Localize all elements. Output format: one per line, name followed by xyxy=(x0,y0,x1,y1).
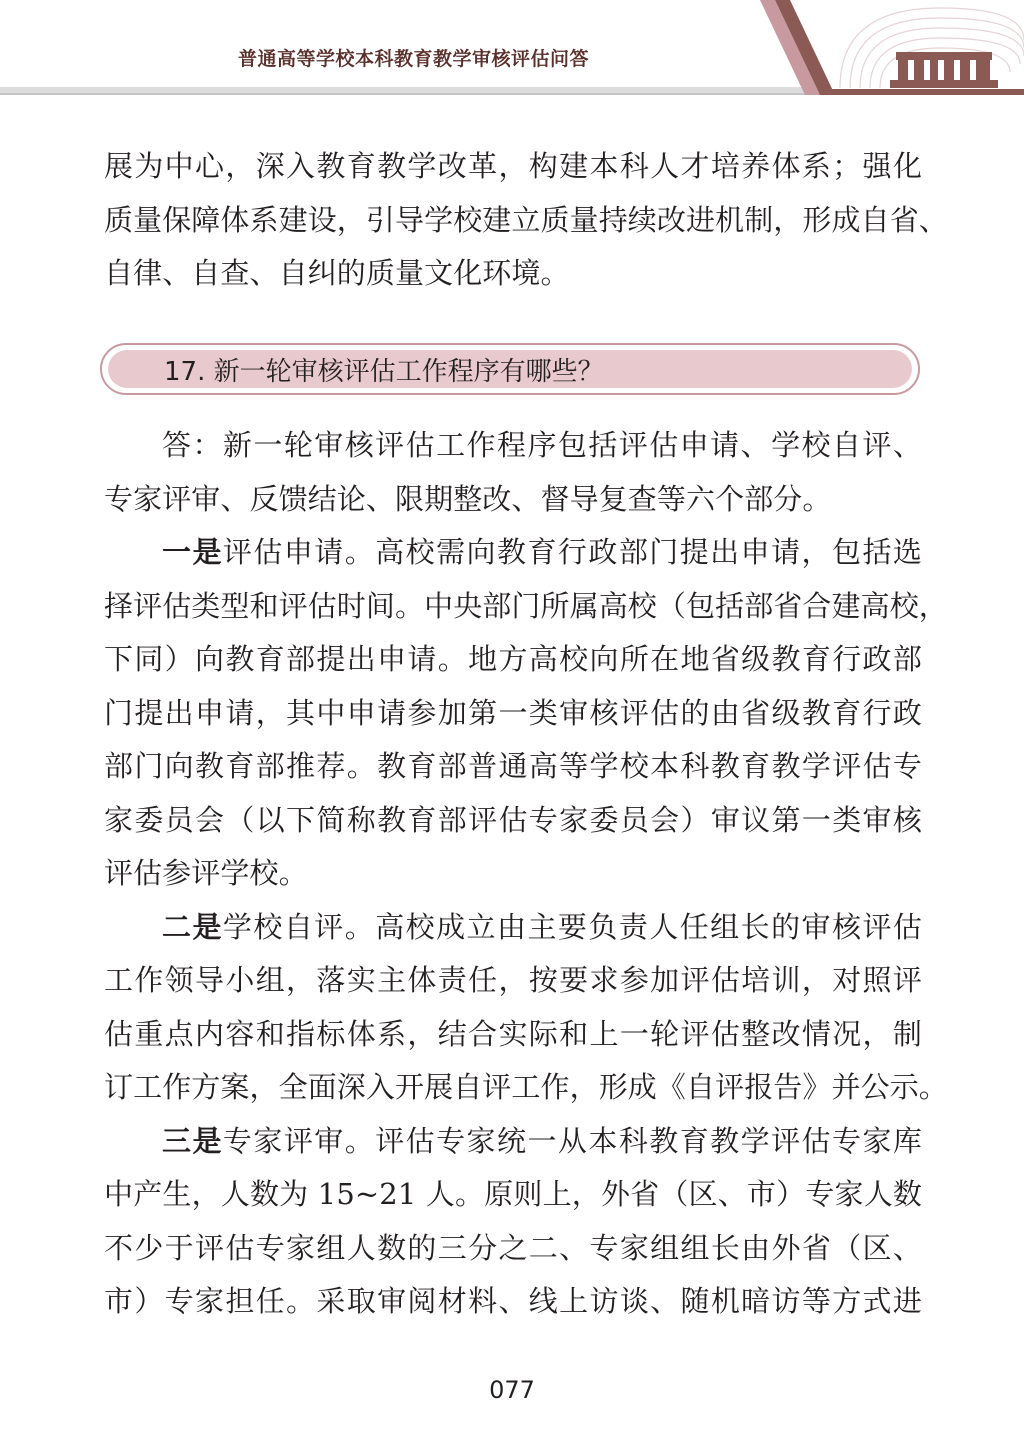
paragraph-first-line xyxy=(104,1115,922,1169)
text-line: 下同）向教育部提出申请。地方高校向所在地省级教育行政部 xyxy=(104,642,922,676)
text-line: 自律、自查、自纠的质量文化环境。 xyxy=(104,256,570,290)
paragraph-lead: 一是 xyxy=(162,535,223,569)
building-logo-icon xyxy=(890,52,998,88)
paragraph-text: 学校自评。高校成立由主要负责人任组长的审核评估 xyxy=(222,909,923,944)
text-line: 估重点内容和指标体系，结合实际和上一轮评估整改情况，制 xyxy=(104,1016,922,1051)
intro-paragraph xyxy=(104,140,948,301)
text-line: 市）专家担任。采取审阅材料、线上访谈、随机暗访等方式进 xyxy=(104,1284,922,1318)
paragraph-lead: 三是 xyxy=(162,1123,223,1158)
paragraph-lead: 二是 xyxy=(162,909,223,944)
paragraph-first-line xyxy=(104,526,922,580)
text-line: 中产生，人数为 15~21 人。原则上，外省（区、市）专家人数 xyxy=(104,1177,922,1211)
text-line: 质量保障体系建设，引导学校建立质量持续改进机制，形成自省、 xyxy=(104,202,948,237)
text-line: 专家评审、反馈结论、限期整改、督导复查等六个部分。 xyxy=(104,481,832,516)
text-line: 部门向教育部推荐。教育部普通高等学校本科教育教学评估专 xyxy=(104,749,922,783)
text-line: 展为中心，深入教育教学改革，构建本科人才培养体系；强化 xyxy=(104,149,922,183)
text-line: 订工作方案，全面深入开展自评工作，形成《自评报告》并公示。 xyxy=(104,1070,948,1104)
paragraph-text: 评估申请。高校需向教育行政部门提出申请，包括选 xyxy=(222,535,923,569)
answer-body xyxy=(104,419,948,1329)
header-title: 普通高等学校本科教育教学审核评估问答 xyxy=(238,48,590,70)
text-line: 评估参评学校。 xyxy=(104,856,308,890)
text-line: 家委员会（以下简称教育部评估专家委员会）审议第一类审核 xyxy=(104,802,922,837)
page-header xyxy=(0,0,1024,100)
text-line: 门提出申请，其中申请参加第一类审核评估的由省级教育行政 xyxy=(104,695,922,730)
text-line: 不少于评估专家组人数的三分之二、专家组组长由外省（区、 xyxy=(104,1230,922,1265)
page-number: 077 xyxy=(489,1376,535,1404)
text-line: 答：新一轮审核评估工作程序包括评估申请、学校自评、 xyxy=(162,428,922,462)
text-line: 工作领导小组，落实主体责任，按要求参加评估培训，对照评 xyxy=(104,963,922,997)
question-box xyxy=(100,343,920,395)
question-title: 17. 新一轮审核评估工作程序有哪些？ xyxy=(164,357,604,387)
paragraph-first-line xyxy=(104,901,922,955)
text-line: 择评估类型和评估时间。中央部门所属高校（包括部省合建高校， xyxy=(104,588,948,623)
paragraph-text: 专家评审。评估专家统一从本科教育教学评估专家库 xyxy=(222,1123,923,1158)
